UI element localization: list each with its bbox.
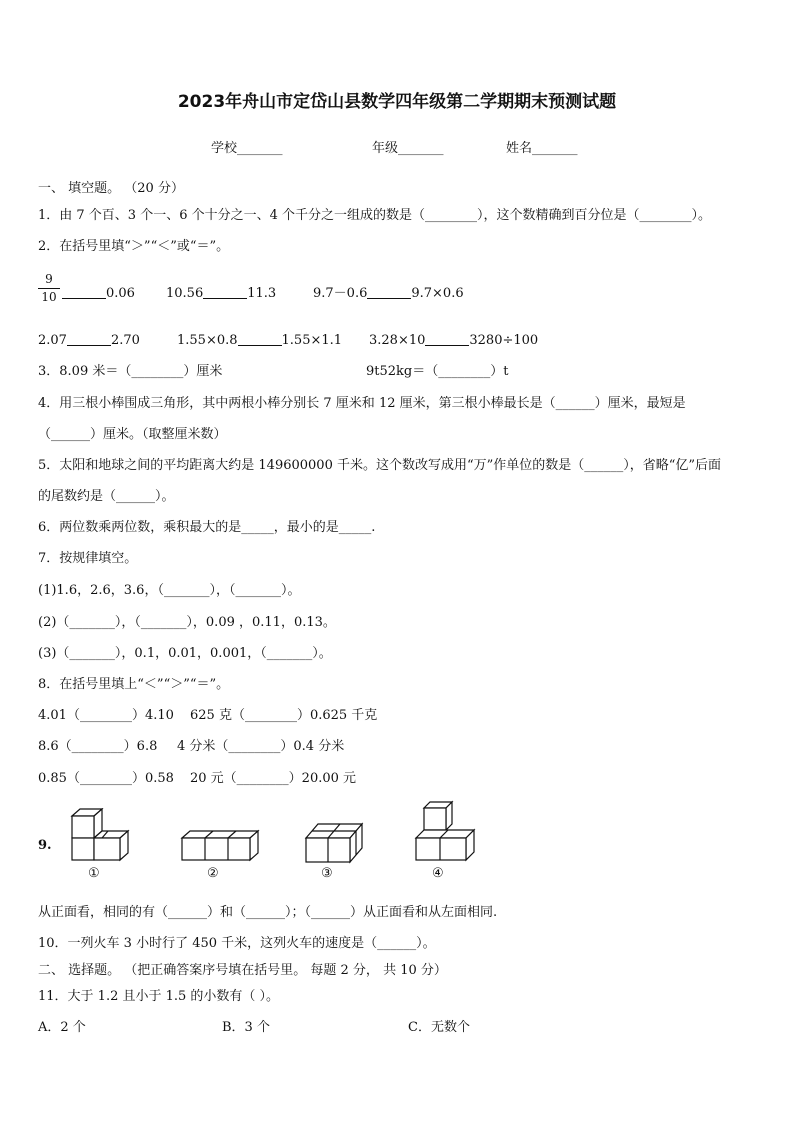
compare-value: 3280÷100 (469, 333, 539, 348)
question-7-part-3: (3)（_______），0.1，0.01，0.001，（_______）。 (38, 646, 332, 661)
compare-item (369, 333, 538, 349)
question-8-item: 4.01（________）4.10 (38, 708, 174, 723)
question-8-item: 625 克（________）0.625 千克 (190, 708, 378, 723)
question-7: 7．按规律填空。 (38, 551, 138, 566)
question-4-line-2: （______）厘米。（取整厘米数） (38, 427, 227, 442)
fraction-denominator: 10 (41, 290, 57, 304)
question-6: 6．两位数乘两位数，乘积最大的是_____，最小的是_____. (38, 520, 376, 535)
compare-value: 2.70 (110, 333, 140, 348)
answer-blank[interactable] (62, 286, 106, 299)
school-field: 学校_______ (211, 141, 283, 156)
fraction-9-10 (38, 272, 60, 305)
compare-row-1 (62, 286, 135, 302)
compare-value: 2.07 (38, 333, 67, 348)
question-9-number: 9. (38, 838, 52, 853)
compare-item (166, 286, 276, 302)
question-11: 11．大于 1.2 且小于 1.5 的小数有（ ）。 (38, 989, 280, 1004)
grade-field: 年级_______ (372, 141, 444, 156)
question-3a: 3．8.09 米＝（________）厘米 (38, 364, 223, 379)
section-1-heading: 一、 填空题。 （20 分） (38, 181, 184, 196)
question-3b: 9t52kg＝（________）t (366, 364, 509, 379)
cube-figure-2 (178, 826, 262, 864)
question-8-item: 4 分米（________）0.4 分米 (177, 739, 345, 754)
cube-figure-3 (302, 820, 366, 864)
figure-4-label: ④ (432, 866, 444, 881)
figure-2-label: ② (207, 866, 219, 881)
question-8-item: 20 元（________）20.00 元 (190, 771, 357, 786)
question-4-line-1: 4．用三根小棒围成三角形，其中两根小棒分别长 7 厘米和 12 厘米，第三根小棒最长是（______）厘米，最短是 (38, 396, 686, 411)
question-8: 8．在括号里填上“＜”“＞”“＝”。 (38, 677, 230, 692)
name-field: 姓名_______ (506, 141, 578, 156)
compare-item (313, 286, 464, 302)
fraction-numerator: 9 (45, 272, 53, 286)
compare-value: 10.56 (166, 286, 204, 301)
cube-figure-4 (412, 800, 478, 864)
compare-value: 0.06 (106, 286, 135, 301)
question-8-item: 8.6（________）6.8 (38, 739, 158, 754)
question-2: 2．在括号里填“＞”“＜”或“＝”。 (38, 239, 230, 254)
section-2-heading: 二、 选择题。 （把正确答案序号填在括号里。 每题 2 分， 共 10 分） (38, 963, 447, 978)
answer-blank[interactable] (425, 333, 469, 346)
compare-item (38, 333, 140, 349)
question-8-item: 0.85（________）0.58 (38, 771, 174, 786)
question-10: 10．一列火车 3 小时行了 450 千米，这列火车的速度是（______）。 (38, 936, 436, 951)
figure-3-label: ③ (321, 866, 333, 881)
question-1: 1．由 7 个百、3 个一、6 个十分之一、4 个千分之一组成的数是（________），这个数精确到百分位是（________）。 (38, 208, 712, 223)
compare-value: 9.7×0.6 (411, 286, 464, 301)
option-a[interactable]: A．2 个 (38, 1020, 86, 1035)
answer-blank[interactable] (67, 333, 111, 346)
option-b[interactable]: B．3 个 (222, 1020, 270, 1035)
compare-item (177, 333, 342, 349)
option-c[interactable]: C．无数个 (408, 1020, 470, 1035)
compare-value: 1.55×0.8 (177, 333, 238, 348)
figure-1-label: ① (88, 866, 100, 881)
question-7-part-2: (2)（_______），（_______），0.09 ，0.11，0.13。 (38, 615, 336, 630)
answer-blank[interactable] (203, 286, 247, 299)
cube-figure-1 (66, 808, 134, 864)
compare-value: 9.7－0.6 (313, 286, 368, 301)
question-5-line-1: 5．太阳和地球之间的平均距离大约是 149600000 千米。这个数改写成用“万”作单位的数是（______），省略“亿”后面 (38, 458, 722, 473)
compare-value: 3.28×10 (369, 333, 426, 348)
question-5-line-2: 的尾数约是（______）。 (38, 489, 175, 504)
compare-value: 11.3 (247, 286, 277, 301)
question-9-text: 从正面看，相同的有（______）和（______）；（______）从正面看和从左面相同. (38, 905, 498, 920)
page-title: 2023年舟山市定岱山县数学四年级第二学期期末预测试题 (177, 92, 617, 112)
fraction-bar (38, 288, 60, 289)
question-7-part-1: (1)1.6，2.6，3.6，（_______），（_______）。 (38, 583, 301, 598)
answer-blank[interactable] (367, 286, 411, 299)
answer-blank[interactable] (238, 333, 282, 346)
compare-value: 1.55×1.1 (281, 333, 343, 348)
